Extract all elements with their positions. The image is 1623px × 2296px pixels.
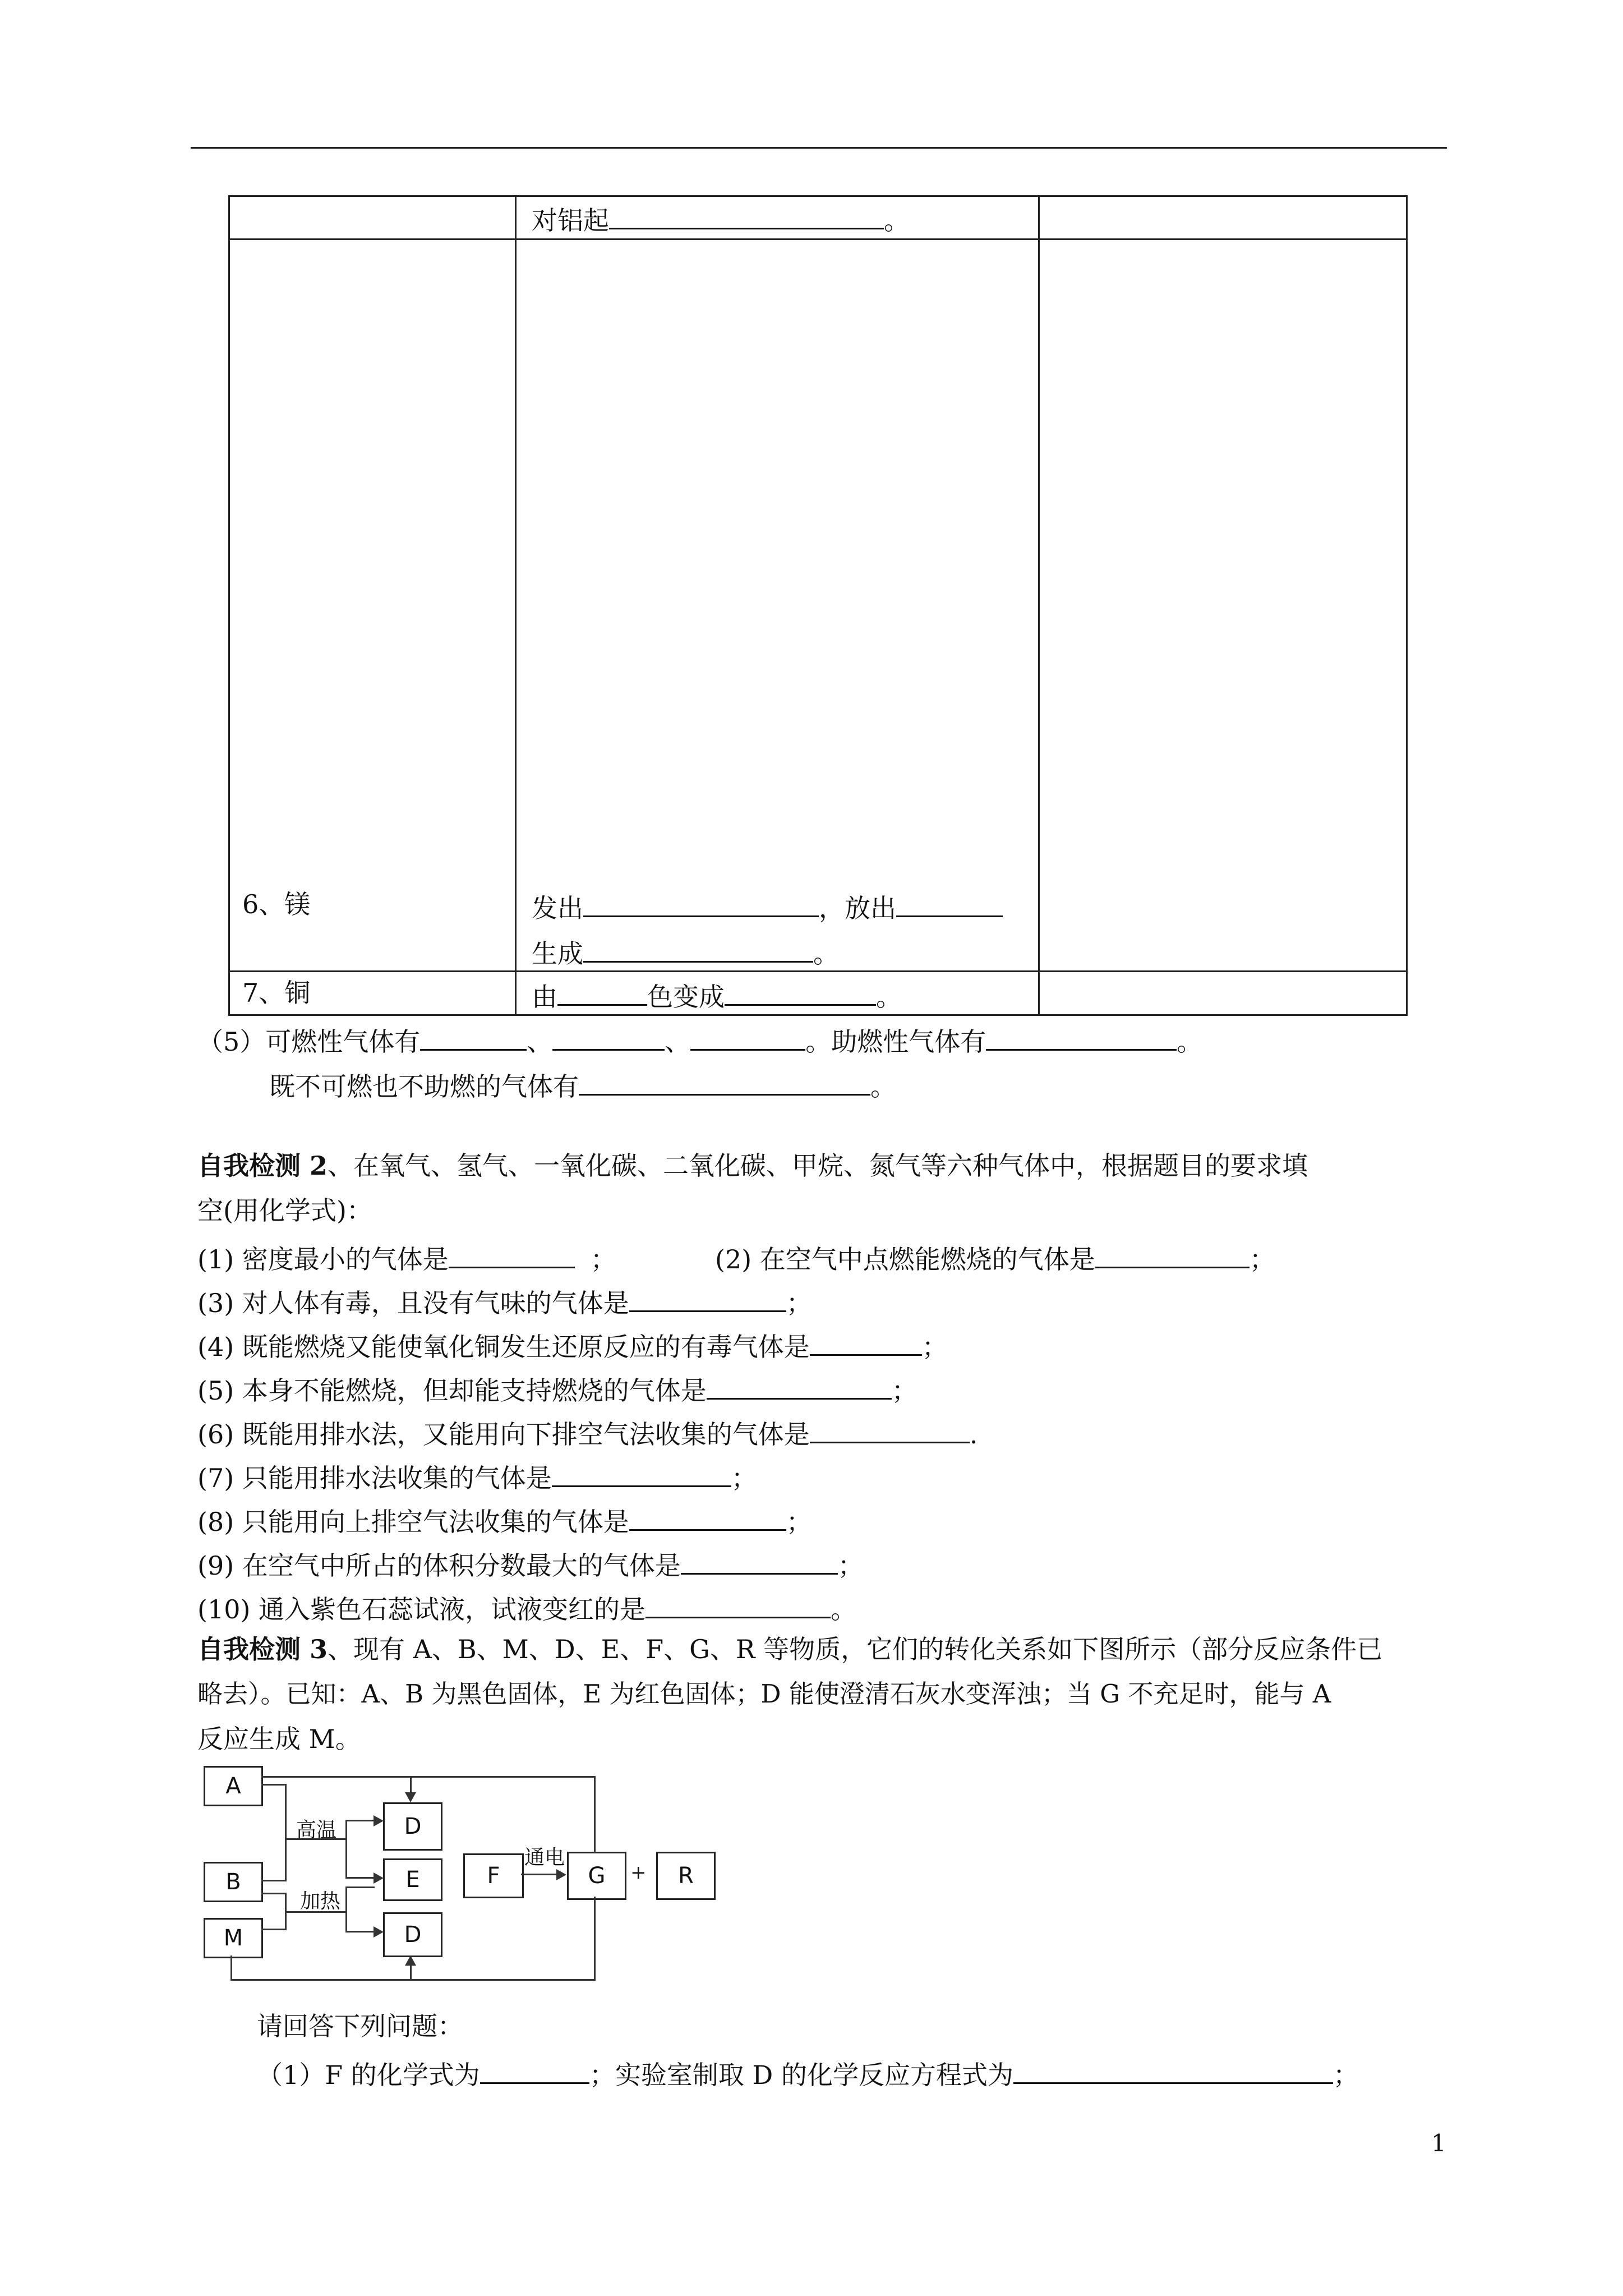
table-line — [228, 195, 1408, 197]
connector — [410, 1964, 412, 1980]
check-2-title: 自我检测 2 — [197, 1151, 328, 1181]
page-number: 1 — [1431, 2129, 1446, 2157]
box-f: F — [463, 1853, 524, 1898]
answer-blank-9 — [681, 1545, 838, 1575]
magnesium-line-1: 发出 ，放出 — [532, 887, 1003, 925]
connector — [230, 1979, 596, 1981]
answer-blank-2 — [1095, 1239, 1249, 1268]
check-2-intro-line-1: 自我检测 2、在氧气、氢气、一氧化碳、二氧化碳、甲烷、氮气等六种气体中，根据题目的要求填 — [197, 1151, 1308, 1181]
magnesium-line-2: 生成 。 — [532, 933, 839, 970]
inert-gas-blank — [579, 1066, 870, 1096]
arrow — [374, 1926, 384, 1938]
connector — [594, 1897, 596, 1981]
magnesium-label: 6、镁 — [242, 889, 311, 919]
check-2-item-8: (8) 只能用向上排空气法收集的气体是 ； — [197, 1501, 812, 1539]
check-2-item-1: (1) 密度最小的气体是 ； — [197, 1239, 616, 1276]
copper-label: 7、铜 — [242, 978, 311, 1008]
check-2-item-2: (2) 在空气中点燃能燃烧的气体是 ； — [715, 1239, 1275, 1276]
check-2-item-9: (9) 在空气中所占的体积分数最大的气体是 ； — [197, 1545, 864, 1582]
check-2-item-6: (6) 既能用排水法，又能用向下排空气法收集的气体是 . — [197, 1414, 978, 1451]
table-line — [228, 970, 1408, 972]
connector — [594, 1776, 596, 1853]
check-3-question-1: （1）F 的化学式为 ；实验室制取 D 的化学反应方程式为 ； — [257, 2054, 1359, 2092]
table-line — [228, 195, 230, 1016]
table-line — [228, 238, 1408, 240]
magnesium-heat-blank — [896, 887, 1003, 917]
connector — [345, 1820, 375, 1821]
connector — [345, 1931, 375, 1932]
connector — [521, 1874, 557, 1875]
box-g: G — [567, 1852, 626, 1900]
supporting-gas-blank — [986, 1021, 1177, 1051]
connector — [345, 1887, 375, 1888]
check-2-intro-line-2: 空(用化学式)： — [197, 1195, 372, 1226]
answer-prompt: 请回答下列问题： — [257, 2011, 463, 2041]
connector — [345, 1887, 347, 1932]
check-2-item-10: (10) 通入紫色石蕊试液，试液变红的是 。 — [197, 1589, 856, 1626]
check-3-title: 自我检测 3 — [197, 1634, 328, 1664]
check-3-intro-line-3: 反应生成 M。 — [197, 1724, 361, 1754]
label-electrolysis: 通电 — [524, 1846, 565, 1869]
plus-sign: + — [630, 1861, 647, 1884]
copper-to-color-blank — [725, 976, 876, 1006]
box-b: B — [204, 1862, 263, 1902]
equation-d-blank — [1013, 2054, 1333, 2084]
box-d-top: D — [383, 1802, 442, 1851]
question-5-line-2: 既不可燃也不助燃的气体有 。 — [269, 1066, 896, 1103]
check-2-item-5: (5) 本身不能燃烧，但却能支持燃烧的气体是 ； — [197, 1370, 917, 1407]
connector — [285, 1784, 287, 1881]
box-d-bottom: D — [383, 1912, 442, 1957]
combustible-gas-blank-1 — [420, 1021, 527, 1051]
connector — [261, 1893, 286, 1894]
arrow — [374, 1815, 384, 1826]
table-line — [1038, 195, 1040, 1016]
arrow — [405, 1955, 416, 1966]
answer-blank-1 — [449, 1239, 575, 1268]
answer-blank-10 — [645, 1589, 831, 1618]
answer-blank-5 — [707, 1370, 892, 1400]
answer-blank-7 — [552, 1457, 731, 1487]
copper-effect-cell: 由 色变成 。 — [532, 976, 902, 1014]
connector — [345, 1877, 375, 1879]
connector — [261, 1880, 286, 1881]
box-a: A — [204, 1766, 263, 1806]
header-rule — [191, 147, 1447, 149]
arrow — [556, 1869, 566, 1880]
connector — [410, 1776, 412, 1793]
connector — [230, 1955, 232, 1980]
table-line — [1406, 195, 1408, 1016]
check-2-item-3: (3) 对人体有毒，且没有气味的气体是 ； — [197, 1282, 812, 1320]
connector — [345, 1820, 347, 1879]
answer-blank-6 — [810, 1414, 970, 1443]
answer-blank-3 — [629, 1282, 786, 1312]
connector — [261, 1776, 596, 1778]
check-2-item-4: (4) 既能燃烧又能使氧化铜发生还原反应的有毒气体是 ； — [197, 1326, 948, 1364]
formula-f-blank — [480, 2054, 589, 2084]
answer-blank-8 — [629, 1501, 786, 1531]
box-e: E — [383, 1858, 442, 1901]
arrow — [405, 1792, 416, 1802]
connector — [261, 1784, 286, 1786]
copper-from-color-blank — [557, 976, 647, 1006]
label-high-temperature: 高温 — [296, 1819, 337, 1842]
connector — [261, 1929, 286, 1930]
aluminum-effect-cell: 对铝起 。 — [532, 200, 910, 237]
aluminum-blank — [609, 200, 884, 229]
box-r: R — [656, 1852, 716, 1900]
magnesium-product-blank — [583, 933, 813, 963]
check-3-intro-line-1: 自我检测 3、现有 A、B、M、D、E、F、G、R 等物质，它们的转化关系如下图所示（部分反应条件已 — [197, 1634, 1383, 1664]
check-3-intro-line-2: 略去）。已知：A、B 为黑色固体，E 为红色固体；D 能使澄清石灰水变浑浊；当 G 不充足时，能与 A — [197, 1679, 1331, 1709]
answer-blank-4 — [810, 1326, 922, 1356]
table-line — [515, 195, 517, 1016]
table-line — [228, 1014, 1408, 1016]
combustible-gas-blank-3 — [690, 1021, 805, 1051]
box-m: M — [204, 1918, 263, 1958]
magnesium-light-blank — [583, 887, 819, 917]
label-heating: 加热 — [300, 1890, 341, 1913]
arrow — [374, 1872, 384, 1884]
combustible-gas-blank-2 — [552, 1021, 665, 1051]
check-2-item-7: (7) 只能用排水法收集的气体是 ； — [197, 1457, 757, 1495]
question-5-line-1: （5）可燃性气体有 、 、 。助燃性气体有 。 — [197, 1021, 1202, 1059]
